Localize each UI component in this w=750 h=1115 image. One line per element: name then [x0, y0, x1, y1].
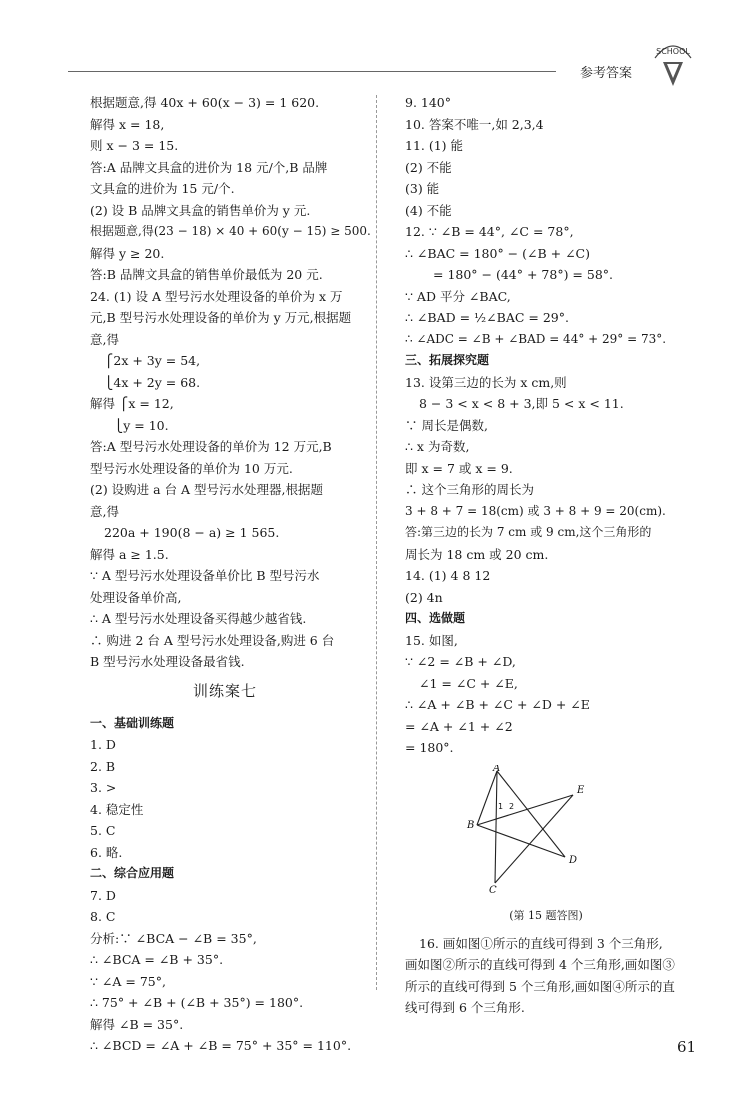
answer-line: 5. C — [90, 823, 116, 838]
answer-line: ∴ 这个三角形的周长为 — [405, 482, 534, 497]
answer-line: 解得 ⎧x = 12, — [90, 396, 174, 411]
analysis-line: ∵ ∠A = 75°, — [90, 973, 166, 989]
answer-line: (2) 设购进 a 台 A 型号污水处理器,根据题 — [90, 482, 324, 497]
answer-line: 3 + 8 + 7 = 18(cm) 或 3 + 8 + 9 = 20(cm). — [405, 503, 666, 518]
analysis-line: ∴ ∠BCD = ∠A + ∠B = 75° + 35° = 110°. — [90, 1038, 352, 1053]
answer-line: 16. 画如图①所示的直线可得到 3 个三角形, — [419, 935, 663, 951]
answer-line: 解得 x = 18, — [90, 116, 165, 132]
figure-caption: (第 15 题答图) — [509, 909, 583, 922]
analysis-line: ∴ 75° + ∠B + (∠B + 35°) = 180°. — [90, 995, 304, 1010]
answer-line: ⎩y = 10. — [90, 417, 169, 433]
angle-label-2: 2 — [509, 801, 515, 811]
vertex-label-d: D — [569, 854, 578, 866]
column-divider — [376, 95, 377, 990]
answer-line: ∵ 周长是偶数, — [405, 417, 488, 433]
answer-line: (3) 能 — [405, 181, 440, 196]
right-column — [405, 92, 687, 1019]
answer-line: 意,得 — [90, 503, 119, 519]
answer-line: 8. C — [90, 909, 116, 924]
answer-line: (4) 不能 — [405, 202, 452, 218]
answer-line: 12. ∵ ∠B = 44°, ∠C = 78°, — [405, 224, 574, 239]
answer-line: 线可得到 6 个三角形. — [405, 1000, 525, 1015]
analysis-line: 解得 ∠B = 35°. — [90, 1016, 184, 1032]
answer-line: 根据题意,得 40x + 60(x − 3) = 1 620. — [90, 95, 320, 110]
answer-line: 答:第三边的长为 7 cm 或 9 cm,这个三角形的 — [405, 525, 652, 539]
answer-line: (2) 4n — [405, 589, 443, 605]
answer-line: 即 x = 7 或 x = 9. — [405, 460, 513, 476]
vertex-label-a: A — [493, 764, 501, 774]
section-title: 四、选做题 — [405, 611, 466, 625]
answer-line: (2) 不能 — [405, 159, 452, 175]
equation-line: ⎩4x + 2y = 68. — [104, 374, 201, 390]
answer-line: ∴ ∠ADC = ∠B + ∠BAD = 44° + 29° = 73°. — [405, 331, 667, 346]
angle-label-1: 1 — [498, 801, 504, 811]
answer-line: ∴ A 型号污水处理设备买得越少越省钱. — [90, 611, 307, 626]
answer-line: 处理设备单价高, — [90, 589, 182, 605]
answer-line: 答:A 型号污水处理设备的单价为 12 万元,B — [90, 439, 332, 454]
answer-line: 2. B — [90, 758, 116, 774]
header-label: 参考答案 — [580, 66, 633, 81]
vertex-label-c: C — [489, 884, 497, 895]
header-rule — [68, 71, 556, 72]
equation-line: 220a + 190(8 − a) ≥ 1 565. — [104, 525, 280, 540]
answer-line: ∵ AD 平分 ∠BAC, — [405, 288, 511, 304]
answer-line: 周长为 18 cm 或 20 cm. — [405, 546, 549, 562]
answer-line: ∴ ∠BAD = ½∠BAC = 29°. — [405, 310, 569, 325]
answer-line: 10. 答案不唯一,如 2,3,4 — [405, 116, 544, 132]
answer-line: 解得 y ≥ 20. — [90, 245, 165, 261]
answer-line: 根据题意,得(23 − 18) × 40 + 60(y − 15) ≥ 500. — [90, 224, 371, 238]
answer-line: = 180°. — [405, 740, 454, 755]
answer-line: = 180° − (44° + 78°) = 58°. — [433, 267, 614, 282]
answer-line: ∵ ∠2 = ∠B + ∠D, — [405, 654, 516, 669]
answer-line: 13. 设第三边的长为 x cm,则 — [405, 374, 567, 390]
answer-line: 解得 a ≥ 1.5. — [90, 546, 169, 562]
analysis-line: 分析:∵ ∠BCA − ∠B = 35°, — [90, 930, 257, 946]
answer-line: = ∠A + ∠1 + ∠2 — [405, 718, 513, 734]
answer-line: 8 − 3 < x < 8 + 3,即 5 < x < 11. — [419, 396, 624, 411]
answer-line: 元,B 型号污水处理设备的单价为 y 万元,根据题 — [90, 310, 352, 325]
answer-line: 15. 如图, — [405, 632, 458, 648]
answer-line: ∴ x 为奇数, — [405, 439, 470, 454]
answer-line: ∴ ∠BAC = 180° − (∠B + ∠C) — [405, 245, 590, 261]
answer-line: 1. D — [90, 737, 116, 752]
vertex-label-b: B — [467, 819, 475, 831]
answer-line: 3. > — [90, 780, 117, 795]
school-logo-icon — [645, 40, 701, 94]
star-figure — [465, 765, 605, 895]
answer-line: 9. 140° — [405, 95, 452, 110]
answer-line: 画如图②所示的直线可得到 4 个三角形,画如图③ — [405, 957, 675, 972]
answer-line: 型号污水处理设备的单价为 10 万元. — [90, 460, 293, 476]
answer-line: 6. 略. — [90, 844, 123, 860]
analysis-line: ∴ ∠BCA = ∠B + 35°. — [90, 952, 224, 967]
answer-line: 答:B 品牌文具盒的销售单价最低为 20 元. — [90, 267, 323, 282]
answer-line: 文具盒的进价为 15 元/个. — [90, 181, 235, 196]
answer-line: 14. (1) 4 8 12 — [405, 568, 491, 583]
answer-line: 4. 稳定性 — [90, 801, 144, 817]
answer-line: 意,得 — [90, 331, 119, 347]
page-number: 61 — [677, 1038, 697, 1056]
section-heading: 训练案七 — [192, 681, 257, 700]
answer-line: 答:A 品牌文具盒的进价为 18 元/个,B 品牌 — [90, 159, 328, 175]
answer-line: ∵ A 型号污水处理设备单价比 B 型号污水 — [90, 568, 320, 583]
answer-line: 11. (1) 能 — [405, 138, 464, 153]
logo-text: SCHOOL — [656, 47, 690, 56]
answer-line: ∠1 = ∠C + ∠E, — [419, 675, 518, 691]
answer-line: ∴ 购进 2 台 A 型号污水处理设备,购进 6 台 — [90, 632, 335, 648]
section-title: 一、基础训练题 — [90, 715, 175, 730]
answer-line: 24. (1) 设 A 型号污水处理设备的单价为 x 万 — [90, 288, 343, 304]
answer-line: ∴ ∠A + ∠B + ∠C + ∠D + ∠E — [405, 697, 590, 712]
section-title: 二、综合应用题 — [90, 866, 175, 880]
answer-line: (2) 设 B 品牌文具盒的销售单价为 y 元. — [90, 202, 311, 218]
answer-line: 则 x − 3 = 15. — [90, 138, 179, 153]
answer-line: 所示的直线可得到 5 个三角形,画如图④所示的直 — [405, 978, 675, 994]
answer-line: B 型号污水处理设备最省钱. — [90, 654, 245, 669]
left-column — [90, 92, 371, 1057]
vertex-label-e: E — [577, 784, 585, 796]
section-title: 三、拓展探究题 — [405, 353, 490, 367]
equation-line: ⎧2x + 3y = 54, — [104, 353, 201, 368]
answer-line: 7. D — [90, 887, 116, 903]
